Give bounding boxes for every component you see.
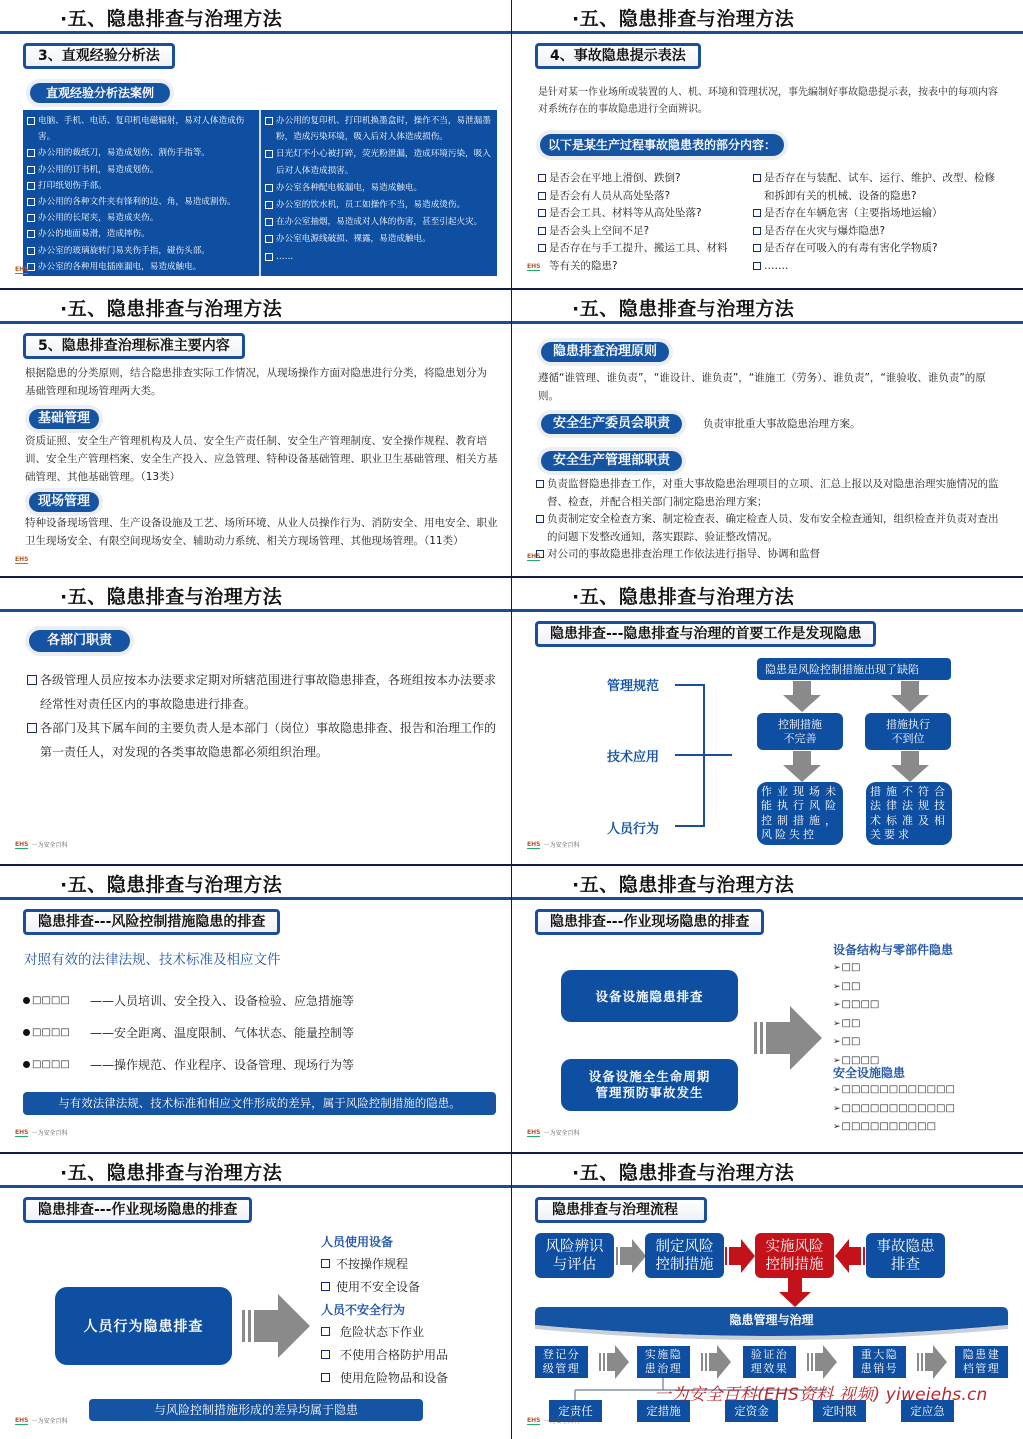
list-item-text: 打印纸划伤手部。 — [38, 180, 107, 191]
list-item-text: 使用危险物品和设备 — [340, 1371, 449, 1385]
checklist-item — [753, 170, 1003, 205]
checkbox-bullet-icon — [753, 262, 761, 270]
five-fix-box: 定资金 — [725, 1400, 778, 1422]
checkbox-bullet-icon — [265, 235, 273, 243]
checkbox-bullet-icon — [321, 1282, 330, 1291]
checklist-item — [753, 223, 1003, 241]
arrow-list-item — [833, 996, 879, 1015]
checkbox-bullet-icon — [538, 192, 546, 200]
case-item — [27, 210, 255, 226]
slide-principles-duties — [512, 290, 1023, 578]
duty-item — [536, 546, 1004, 564]
five-fix-box: 定应急 — [901, 1400, 954, 1422]
checkbox-bullet-icon — [27, 198, 35, 206]
arrow-bullet-icon: ➢ — [833, 981, 841, 992]
row-divider — [0, 288, 1023, 290]
principle-pill: 隐患排查治理原则 — [541, 342, 669, 362]
list-item-text: 办公室的各种用电插座漏电，易造成触电。 — [38, 261, 202, 272]
title-underline — [0, 1185, 511, 1188]
basic-management-text: 资质证照、安全生产管理机构及人员、安全生产责任制、安全生产管理制度、安全操作规程、教育培训、安全生产管理档案、安全生产投入、应急管理、特种设备基础管理、职业卫生基础管理、相关方基础管理、其他基础管理。（13类） — [25, 435, 498, 483]
checklist-item — [753, 205, 1003, 223]
unsafe-behavior-heading: 人员不安全行为 — [321, 1303, 406, 1317]
ehs-logo-icon: EHS — [15, 1128, 29, 1136]
equipment-use-item — [321, 1276, 420, 1299]
slide-equipment-hazards — [512, 866, 1023, 1154]
list-item-text: □□ — [841, 1017, 861, 1029]
list-item-text: 是否存在与手工提升、搬运工具、材料等有关的隐患? — [549, 242, 728, 272]
arrow-bullet-icon: ➢ — [833, 1018, 841, 1029]
row-label: □□□□ — [32, 994, 70, 1006]
checkbox-bullet-icon — [265, 150, 273, 158]
list-item-text: □□□□□□□□□□ — [841, 1121, 937, 1132]
slide-standard-contents — [0, 290, 511, 578]
footer-logo — [15, 1416, 67, 1425]
footer-logo-text: 一为安全百科 — [31, 842, 68, 849]
list-item-text: 办公室电源线破损、裸露，易造成触电。 — [276, 234, 431, 245]
list-item-text: 办公用的各种文件夹有锋利的边、角，易造成割伤。 — [38, 197, 236, 208]
case-item — [265, 180, 493, 196]
checkbox-bullet-icon — [321, 1350, 330, 1359]
control-row — [23, 984, 493, 1016]
ehs-logo-icon: EHS — [15, 1416, 29, 1424]
slide-control-measures — [0, 866, 511, 1154]
arrow-bullet-icon: ➢ — [833, 1103, 841, 1114]
ehs-logo-icon: EHS — [527, 263, 541, 270]
department-duties-list — [27, 668, 497, 764]
footer-logo — [527, 263, 540, 271]
equipment-use-list — [321, 1253, 420, 1299]
hazard-management-banner: 隐患管理与治理 — [729, 1313, 814, 1327]
checkbox-bullet-icon — [265, 117, 273, 125]
checkbox-bullet-icon — [27, 182, 35, 190]
section-heading: 5、隐患排查治理标准主要内容 — [23, 333, 245, 359]
row-divider — [0, 864, 1023, 866]
conclusion-bar: 与有效法律法规、技术标准和相应文件形成的差异，属于风险控制措施的隐患。 — [23, 1092, 496, 1115]
flow-implement-controls: 实施风险控制措施 — [755, 1233, 834, 1278]
list-item-text: 各级管理人员应按本办法要求定期对所辖范围进行事故隐患排查，各班组按本办法要求经常性对责任区内的事故隐患进行排查。 — [40, 673, 497, 711]
checklist-item — [538, 240, 728, 275]
list-item-text: □□ — [841, 980, 861, 992]
subtitle: 对照有效的法律法规、技术标准及相应文件 — [24, 952, 281, 968]
slide-title: ·五、隐患排查与治理方法 — [60, 298, 283, 320]
list-item-text: 办公室的玻璃旋转门易夹伤手指，碰伤头部。 — [38, 245, 210, 256]
list-item-text: 负责监督隐患排查工作，对重大事故隐患治理项目的立项、汇总上报以及对隐患治理实施情况的监督、检查，并配合相关部门制定隐患治理方案； — [547, 478, 999, 508]
ehs-logo-icon: EHS — [15, 266, 29, 273]
unsafe-behavior-item — [321, 1367, 448, 1390]
committee-duty-text: 负责审批重大事故隐患治理方案。 — [703, 418, 861, 430]
slide-behavior-hazards — [0, 1154, 511, 1439]
list-item-text: 办公的地面易滑，造成摔伤。 — [38, 229, 150, 240]
arrow-bullet-icon: ➢ — [833, 1085, 841, 1095]
checkbox-bullet-icon — [27, 723, 37, 733]
duty-item — [536, 476, 1004, 511]
arrow-list-item — [833, 1015, 879, 1034]
equipment-use-item — [321, 1253, 420, 1276]
label-behavior: 人员行为 — [607, 822, 660, 837]
equipment-use-heading: 人员使用设备 — [321, 1235, 394, 1249]
row-text: ——人员培训、安全投入、设备检验、应急措施等 — [90, 993, 355, 1008]
checklist-item — [538, 205, 728, 223]
list-item-text: 是否存在与装配、试车、运行、维护、改型、检修和拆卸有关的机械、设备的隐患? — [764, 172, 995, 202]
title-underline — [0, 31, 511, 34]
list-item-text: 办公用的长尾夹，易造成夹伤。 — [38, 213, 159, 224]
checkbox-bullet-icon — [538, 227, 546, 235]
ehs-logo-icon: EHS — [527, 1416, 541, 1424]
lifecycle-box: 设备设施全生命周期管理预防事故发生 — [561, 1059, 738, 1111]
case-item — [27, 178, 255, 194]
list-item-text: 日光灯不小心被打碎，荧光粉泄漏，造成环境污染，吸入后对人体造成损害。 — [276, 149, 491, 176]
down-arrow-icon — [782, 681, 822, 713]
slide-title: ·五、隐患排查与治理方法 — [572, 298, 795, 320]
list-item-text: 办公室的饮水机，员工如操作不当，易造成烫伤。 — [276, 200, 466, 211]
list-item-text: 是否存在可吸入的有毒有害化学物质? — [764, 242, 938, 254]
list-item-text: 是否存在车辆危害（主要指场地运输） — [764, 207, 943, 219]
checkbox-bullet-icon — [321, 1259, 330, 1268]
section-heading: 隐患排查---作业现场隐患的排查 — [535, 909, 764, 935]
governance-step: 隐患建档管理 — [955, 1346, 1008, 1378]
arrow-list-item — [833, 1033, 879, 1052]
right-arrow-icon — [599, 1345, 629, 1379]
case-item — [265, 214, 493, 230]
right-arrow-icon — [754, 1006, 824, 1070]
column-divider — [511, 0, 512, 1439]
list-item-text: □□□□□□□□□□□□ — [841, 1102, 955, 1114]
slide-title: ·五、隐患排查与治理方法 — [572, 8, 795, 30]
five-fix-box: 定责任 — [549, 1400, 602, 1422]
partial-content-pill: 以下是某生产过程事故隐患表的部分内容： — [540, 134, 784, 156]
flow-hazard-inspection: 事故隐患排查 — [866, 1233, 945, 1278]
list-item-text: □□□□ — [841, 1054, 880, 1066]
intro-text: 根据隐患的分类原则，结合隐患排查实际工作情况，从现场操作方面对隐患进行分类，将隐患划分为基础管理和现场管理两大类。 — [25, 367, 487, 397]
list-item-text: ……. — [764, 259, 789, 272]
arrow-bullet-icon: ➢ — [833, 1055, 841, 1066]
list-item-text: 是否会头上空间不足? — [549, 224, 650, 237]
governance-step: 验证治理效果 — [743, 1346, 796, 1378]
list-item-text: 负责制定安全检查方案、制定检查表、确定检查人员、发布安全检查通知，组织检查并负责对查出的问题下发整改通知，落实跟踪、验证整改情况。 — [547, 513, 999, 543]
row-label: □□□□ — [32, 1058, 70, 1070]
duty-item — [27, 668, 497, 716]
title-underline — [512, 321, 1023, 324]
arrow-list-item — [833, 1081, 955, 1100]
ehs-logo-icon: EHS — [527, 553, 541, 560]
field-management-text: 特种设备现场管理、生产设备设施及工艺、场所环境、从业人员操作行为、消防安全、用电安全、职业卫生现场安全、有限空间现场安全、辅助动力系统、相关方现场管理、其他现场管理。（11类） — [25, 517, 498, 547]
label-technology: 技术应用 — [607, 750, 660, 765]
arrow-bullet-icon: ➢ — [833, 963, 841, 973]
checkbox-bullet-icon — [27, 214, 35, 222]
governance-step: 重大隐患销号 — [853, 1346, 906, 1378]
conclusion-bar: 与风险控制措施形成的差异均属于隐患 — [89, 1399, 423, 1421]
title-underline — [512, 1185, 1023, 1188]
checkbox-bullet-icon — [536, 515, 544, 523]
case-pill: 直观经验分析法案例 — [30, 83, 170, 103]
checkbox-bullet-icon — [27, 247, 35, 255]
label-management: 管理规范 — [607, 679, 660, 694]
structure-list — [833, 959, 879, 1070]
intro-text: 是针对某一作业场所或装置的人、机、环境和管理状况，事先编制好事故隐患提示表，按表中的每项内容对系统存在的事故隐患进行全面辨识。 — [538, 87, 998, 115]
footer-logo-text: 一为安全百科 — [543, 842, 580, 849]
footer-logo — [527, 1416, 579, 1425]
list-item-text: 办公用的订书机，易造成划伤。 — [38, 164, 159, 175]
management-dept-duties — [536, 476, 1004, 564]
footer-logo — [527, 553, 540, 561]
field-management-pill: 现场管理 — [29, 492, 99, 512]
list-item-text: 不按操作规程 — [336, 1257, 409, 1271]
row-text: ——操作规范、作业程序、设备管理、现场行为等 — [90, 1057, 355, 1072]
list-item-text: 使用不安全设备 — [336, 1280, 421, 1294]
flow-set-controls: 制定风险控制措施 — [645, 1233, 724, 1278]
title-underline — [512, 897, 1023, 900]
arrow-list-item — [833, 978, 879, 997]
footer-logo — [527, 1128, 579, 1137]
list-item-text: 是否存在火灾与爆炸隐患? — [764, 224, 886, 237]
ehs-logo-icon: EHS — [15, 556, 29, 563]
down-arrow-icon — [890, 681, 930, 713]
slide-title: ·五、隐患排查与治理方法 — [572, 874, 795, 896]
right-arrow-icon — [807, 1345, 837, 1379]
right-arrow-icon — [917, 1345, 947, 1379]
right-arrow-icon — [701, 1345, 731, 1379]
unsafe-behavior-item — [321, 1344, 448, 1367]
arrow-bullet-icon: ➢ — [833, 1037, 841, 1047]
checkbox-bullet-icon — [265, 184, 273, 192]
title-underline — [0, 609, 511, 612]
checkbox-bullet-icon — [265, 218, 273, 226]
list-item-text: □□□□□□□□□□□□ — [841, 1084, 955, 1095]
arrow-list-item — [833, 1118, 955, 1137]
down-arrow-red-icon — [778, 1278, 812, 1308]
checklist-item — [538, 223, 728, 241]
right-arrow-icon — [616, 1239, 646, 1273]
title-underline — [512, 31, 1023, 34]
title-underline — [512, 609, 1023, 612]
footer-logo — [15, 266, 28, 274]
unsafe-behavior-item — [321, 1321, 448, 1344]
case-item — [27, 145, 255, 161]
checkbox-bullet-icon — [27, 166, 35, 174]
list-item-text: 不使用合格防护用品 — [340, 1348, 449, 1362]
checklist-item — [753, 258, 1003, 276]
footer-logo-text: 一为安全百科 — [31, 1130, 68, 1137]
bullet-dot-icon — [23, 997, 30, 1004]
row-text: ——安全距离、温度限制、气体状态、能量控制等 — [90, 1025, 355, 1040]
checkbox-bullet-icon — [538, 209, 546, 217]
checkbox-bullet-icon — [321, 1373, 330, 1382]
flow-risk-identification: 风险辨识与评估 — [535, 1233, 614, 1278]
case-column-left — [23, 110, 259, 276]
list-item-text: …… — [276, 251, 294, 262]
bullet-dot-icon — [23, 1029, 30, 1036]
safety-facility-list — [833, 1081, 955, 1137]
checklist-left — [538, 170, 728, 275]
case-item — [265, 249, 493, 265]
list-item-text: □□□□ — [841, 999, 880, 1010]
list-item-text: 是否会在平地上滑倒、跌倒? — [549, 172, 681, 184]
list-item-text: □□ — [841, 1036, 861, 1047]
footer-logo — [527, 840, 579, 849]
behavior-inspection-box: 人员行为隐患排查 — [55, 1287, 232, 1365]
case-item — [265, 231, 493, 247]
list-item-text: 办公用的裁纸刀，易造成划伤、割伤手指等。 — [38, 148, 210, 159]
checklist-item — [538, 170, 728, 188]
list-item-text: 电脑、手机、电话、复印机电磁辐射，易对人体造成伤害。 — [38, 116, 245, 143]
five-fix-box: 定时限 — [813, 1400, 866, 1422]
field-loss-of-control-box: 作业现场未能执行风险控制措施，风险失控 — [757, 782, 843, 845]
footer-logo-text: 一为安全百科 — [543, 1418, 580, 1425]
basic-management-pill: 基础管理 — [29, 409, 99, 429]
structure-heading: 设备结构与零部件隐患 — [833, 943, 954, 957]
row-divider — [0, 576, 1023, 578]
duty-item — [536, 511, 1004, 546]
watermark-text: 一为安全百科(EHS资料 视频) yiweiehs.cn — [654, 1385, 988, 1405]
footer-logo — [15, 840, 67, 849]
slide-intuitive-experience — [0, 0, 511, 288]
row-label: □□□□ — [32, 1026, 70, 1038]
footer-logo-text: 一为安全百科 — [31, 1418, 68, 1425]
checkbox-bullet-icon — [27, 149, 35, 157]
control-row — [23, 1048, 493, 1080]
title-underline — [0, 897, 511, 900]
checklist-item — [538, 188, 728, 206]
case-item — [265, 146, 493, 178]
poor-execution-box: 措施执行不到位 — [865, 713, 951, 750]
case-item — [27, 259, 255, 275]
checkbox-bullet-icon — [27, 675, 37, 685]
case-item — [265, 113, 493, 145]
checkbox-bullet-icon — [753, 227, 761, 235]
footer-logo — [15, 1128, 67, 1137]
down-arrow-icon — [890, 751, 930, 783]
checkbox-bullet-icon — [538, 244, 546, 252]
section-heading: 4、事故隐患提示表法 — [535, 43, 701, 69]
list-item-text: 危险状态下作业 — [340, 1325, 425, 1339]
list-item-text: 是否会工具、材料等从高处坠落? — [549, 207, 702, 219]
slide-process-flow — [512, 1154, 1023, 1439]
checkbox-bullet-icon — [265, 253, 273, 261]
arrow-bullet-icon: ➢ — [833, 1000, 841, 1010]
checkbox-bullet-icon — [753, 174, 761, 182]
case-item — [265, 197, 493, 213]
right-arrow-icon — [242, 1294, 312, 1358]
checkbox-bullet-icon — [265, 201, 273, 209]
arrow-list-item — [833, 1100, 955, 1119]
case-item — [27, 113, 255, 145]
governance-step: 实施隐患治理 — [637, 1346, 690, 1378]
committee-duty-pill: 安全生产委员会职责 — [541, 414, 682, 434]
principle-text: 遵循“谁管理、谁负责”，“谁设计、谁负责”，“谁施工（劳务）、谁负责”，“谁验收、谁负责”的原则。 — [538, 372, 986, 402]
checklist-right — [753, 170, 1003, 275]
slide-hazard-checklist — [512, 0, 1023, 288]
list-item-text: 办公用的复印机、打印机换墨盒时，操作不当，易泄漏墨粉，造成污染环境，吸入后对人体造成损伤。 — [276, 116, 491, 143]
checkbox-bullet-icon — [536, 480, 544, 488]
section-heading: 隐患排查---作业现场隐患的排查 — [23, 1197, 252, 1223]
ehs-logo-icon: EHS — [527, 840, 541, 848]
case-panel — [23, 110, 497, 276]
department-duties-pill: 各部门职责 — [29, 630, 130, 652]
title-underline — [0, 321, 511, 324]
arrow-list-item — [833, 959, 879, 978]
list-item-text: □□ — [841, 962, 861, 973]
list-item-text: 各部门及其下属车间的主要负责人是本部门（岗位）事故隐患排查、报告和治理工作的第一责任人，对发现的各类事故隐患都必须组织治理。 — [40, 721, 497, 759]
checkbox-bullet-icon — [538, 174, 546, 182]
down-arrow-icon — [782, 751, 822, 783]
case-column-right — [259, 110, 497, 276]
checkbox-bullet-icon — [27, 230, 35, 238]
footer-logo-text: 一为安全百科 — [543, 1130, 580, 1137]
safety-facility-heading: 安全设施隐患 — [833, 1066, 906, 1080]
right-arrow-red-icon — [725, 1239, 755, 1273]
case-item — [27, 243, 255, 259]
defect-box: 隐患是风险控制措施出现了缺陷 — [757, 658, 951, 680]
slide-find-hazards — [512, 578, 1023, 866]
equipment-inspection-box: 设备设施隐患排查 — [561, 970, 738, 1022]
checkbox-bullet-icon — [27, 117, 35, 125]
section-heading: 隐患排查与治理流程 — [535, 1197, 707, 1223]
bullet-dot-icon — [23, 1061, 30, 1068]
list-item-text: 对公司的事故隐患排查治理工作依法进行指导、协调和监督 — [547, 548, 820, 560]
non-compliance-box: 措施不符合法律法规技术标准及相关要求 — [866, 782, 952, 845]
section-heading: 隐患排查---风险控制措施隐患的排查 — [23, 909, 280, 935]
control-row — [23, 1016, 493, 1048]
slide-title: ·五、隐患排查与治理方法 — [60, 586, 283, 608]
control-rows — [23, 984, 493, 1080]
five-fix-box: 定措施 — [637, 1400, 690, 1422]
left-arrow-red-icon — [835, 1239, 865, 1273]
management-dept-pill: 安全生产管理部职责 — [541, 451, 682, 471]
slide-title: ·五、隐患排查与治理方法 — [60, 874, 283, 896]
section-heading: 3、直观经验分析法 — [23, 43, 175, 69]
section-heading: 隐患排查---隐患排查与治理的首要工作是发现隐患 — [535, 621, 876, 647]
duty-item — [27, 716, 497, 764]
list-item-text: 在办公室抽烟，易造成对人体的伤害，甚至引起火灾。 — [276, 217, 483, 228]
unsafe-behavior-list — [321, 1321, 448, 1390]
ehs-logo-icon: EHS — [15, 840, 29, 848]
case-item — [27, 162, 255, 178]
checklist-item — [753, 240, 1003, 258]
checkbox-bullet-icon — [321, 1327, 330, 1336]
ehs-logo-icon: EHS — [527, 1128, 541, 1136]
bracket-connector — [672, 678, 737, 833]
checkbox-bullet-icon — [753, 244, 761, 252]
slide-title: ·五、隐患排查与治理方法 — [60, 1162, 283, 1184]
slide-title: ·五、隐患排查与治理方法 — [60, 8, 283, 30]
footer-logo — [15, 556, 28, 564]
case-item — [27, 194, 255, 210]
arrow-bullet-icon: ➢ — [833, 1122, 841, 1132]
governance-step: 登记分级管理 — [535, 1346, 588, 1378]
list-item-text: 办公室各种配电板漏电，易造成触电。 — [276, 182, 423, 193]
case-item — [27, 226, 255, 242]
row-divider — [0, 1152, 1023, 1154]
slide-department-duties — [0, 578, 511, 866]
checkbox-bullet-icon — [753, 209, 761, 217]
list-item-text: 是否会有人员从高处坠落? — [549, 189, 671, 202]
slide-title: ·五、隐患排查与治理方法 — [572, 586, 795, 608]
slide-title: ·五、隐患排查与治理方法 — [572, 1162, 795, 1184]
incomplete-controls-box: 控制措施不完善 — [757, 713, 843, 750]
